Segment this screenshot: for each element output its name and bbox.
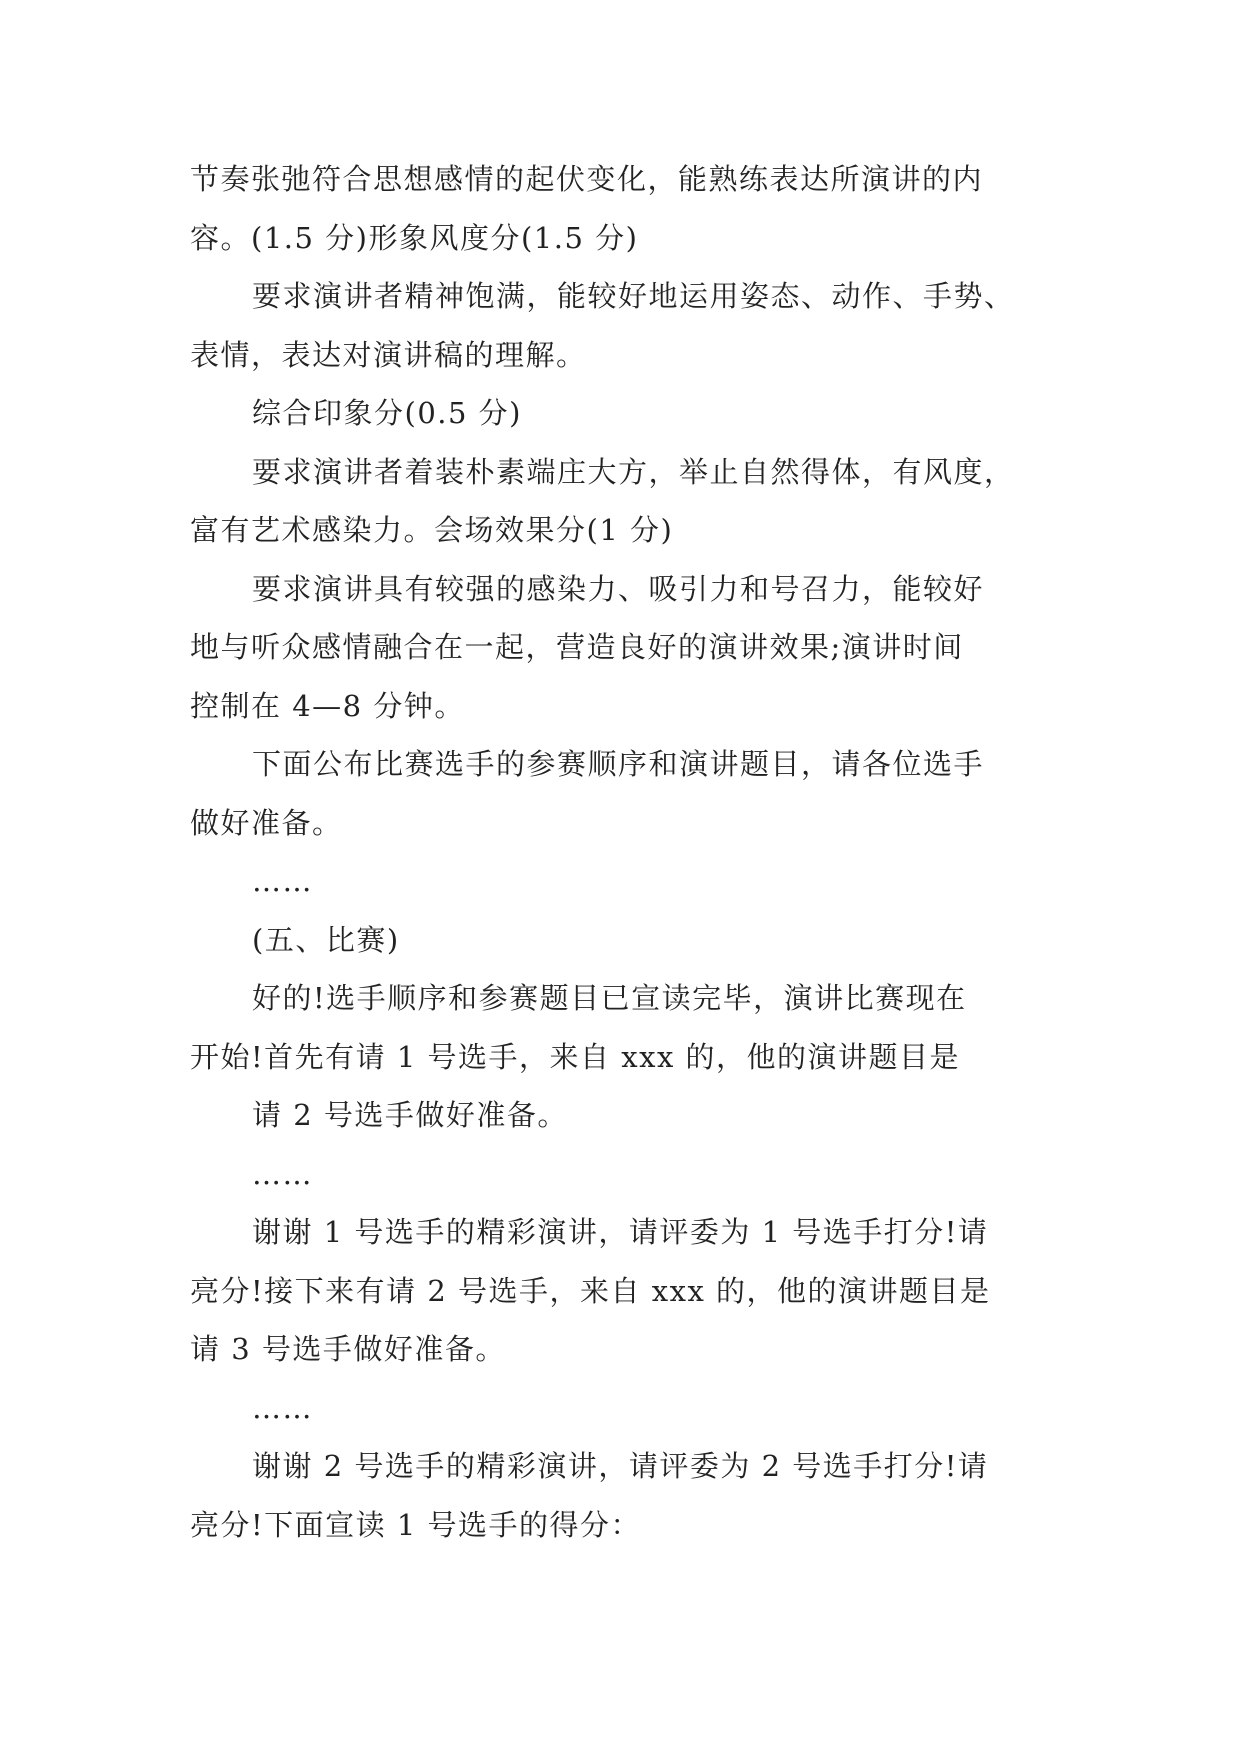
paragraph-competition-start: [190, 969, 1052, 1086]
ellipsis-paragraph: [190, 1379, 1052, 1438]
document-body: [190, 150, 1052, 1554]
text-line: 要求演讲者着装朴素端庄大方，举止自然得体，有风度，: [252, 454, 1015, 489]
section-heading-competition: [190, 911, 1052, 970]
text-line: 表情，表达对演讲稿的理解。: [190, 337, 587, 372]
text-line: 下面公布比赛选手的参赛顺序和演讲题目，请各位选手: [252, 747, 985, 781]
text-line: ……: [252, 1390, 313, 1425]
text-line: 要求演讲者精神饱满，能较好地运用姿态、动作、手势、: [252, 279, 1015, 313]
paragraph-venue-effect: [190, 560, 1052, 736]
text-line: 开始!首先有请 1 号选手，来自 xxx 的，他的演讲题目是: [190, 1039, 961, 1074]
text-line: 地与听众感情融合在一起，营造良好的演讲效果;演讲时间: [190, 630, 964, 664]
ellipsis-paragraph: [190, 1145, 1052, 1204]
text-line: ……: [252, 1156, 313, 1191]
ellipsis-paragraph: [190, 852, 1052, 911]
paragraph-thanks-contestant-2: [190, 1437, 1052, 1554]
text-line: 控制在 4—8 分钟。: [190, 688, 465, 723]
text-line: (五、比赛): [252, 922, 400, 957]
text-line: 做好准备。: [190, 805, 343, 840]
text-line: 亮分!下面宣读 1 号选手的得分：: [190, 1507, 642, 1542]
paragraph-thanks-contestant-1: [190, 1203, 1052, 1379]
text-line: 请 2 号选手做好准备。: [252, 1098, 568, 1132]
paragraph-announce-order: [190, 735, 1052, 852]
text-line: 节奏张弛符合思想感情的起伏变化，能熟练表达所演讲的内: [190, 162, 984, 196]
text-line: 亮分!接下来有请 2 号选手，来自 xxx 的，他的演讲题目是: [190, 1273, 991, 1308]
text-line: ……: [252, 864, 313, 898]
text-line: 容。(1.5 分)形象风度分(1.5 分): [190, 220, 639, 255]
text-line: 综合印象分(0.5 分): [252, 396, 522, 430]
paragraph-demeanor-criteria: [190, 267, 1052, 384]
paragraph-rhythm-criteria: [190, 150, 1052, 267]
text-line: 要求演讲具有较强的感染力、吸引力和号召力，能较好: [252, 571, 985, 606]
text-line: 富有艺术感染力。会场效果分(1 分): [190, 513, 674, 547]
paragraph-attire-criteria: [190, 443, 1052, 560]
paragraph-contestant-2-ready: [190, 1086, 1052, 1145]
text-line: 谢谢 1 号选手的精彩演讲，请评委为 1 号选手打分!请: [252, 1215, 989, 1249]
text-line: 谢谢 2 号选手的精彩演讲，请评委为 2 号选手打分!请: [252, 1449, 989, 1483]
paragraph-overall-impression: [190, 384, 1052, 443]
text-line: 好的!选手顺序和参赛题目已宣读完毕，演讲比赛现在: [252, 981, 967, 1015]
text-line: 请 3 号选手做好准备。: [190, 1332, 506, 1366]
